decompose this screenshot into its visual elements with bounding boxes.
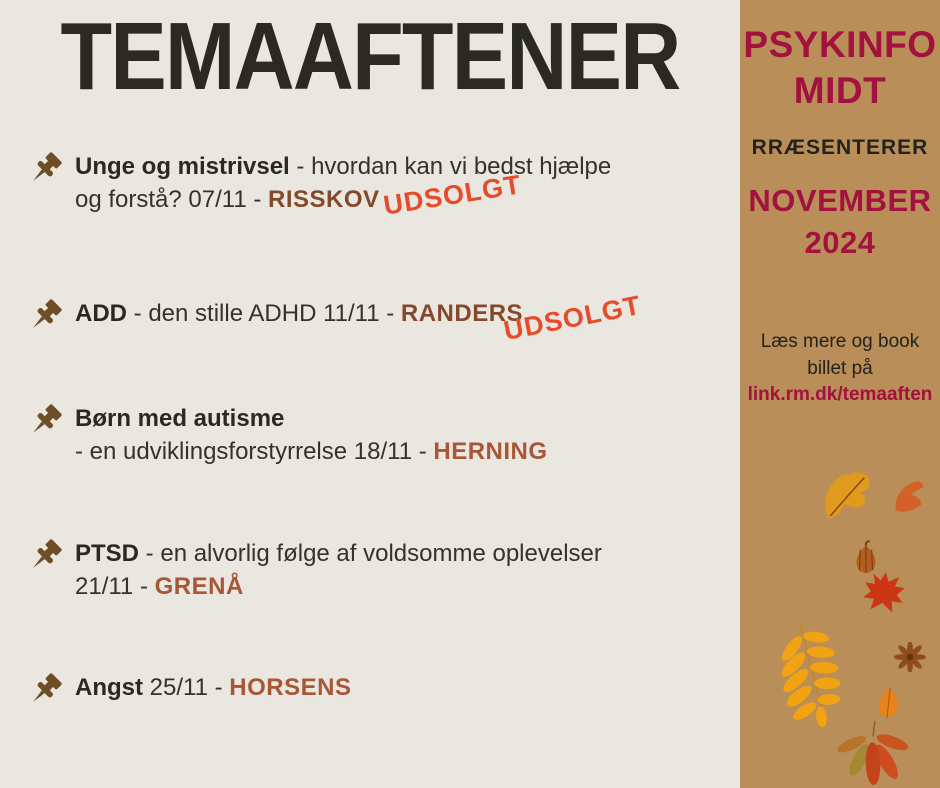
event-date: 21/11 - xyxy=(75,573,155,600)
event-description: - hvordan kan vi bedst hjælpe xyxy=(289,153,612,180)
rowan-leaf-icon xyxy=(770,612,858,730)
brand-title xyxy=(740,22,940,114)
event-line-1 xyxy=(75,671,715,704)
star-anise-icon xyxy=(894,642,926,672)
event-date: 25/11 - xyxy=(143,674,230,701)
event-location: GRENÅ xyxy=(154,573,244,600)
event-date: og forstå? 07/11 - xyxy=(75,186,269,213)
event-line-1 xyxy=(75,150,715,183)
brand-line-2: MIDT xyxy=(793,70,887,111)
maple-leaf-icon xyxy=(857,567,909,617)
month-line-1: NOVEMBER xyxy=(748,183,932,218)
month-title xyxy=(740,180,940,264)
page-title: TEMAAFTENER xyxy=(60,3,680,110)
event-text xyxy=(75,671,715,704)
presents-label: RRÆSENTERER xyxy=(751,136,929,159)
event-title: ADD xyxy=(75,300,127,327)
booking-link: link.rm.dk/temaaften xyxy=(747,384,933,405)
lobed-autumn-leaf-icon xyxy=(813,464,882,528)
event-title: PTSD xyxy=(75,540,140,567)
sold-out-stamp: UDSOLGT xyxy=(501,290,644,346)
sold-out-stamp: UDSOLGT xyxy=(381,169,524,221)
event-line-1 xyxy=(75,537,715,570)
pushpin-icon xyxy=(26,150,64,188)
event-title: Angst xyxy=(75,674,143,701)
event-line-1 xyxy=(75,402,715,435)
pushpin-icon xyxy=(26,297,64,335)
sidebar xyxy=(740,0,940,788)
creeper-leaf-icon xyxy=(836,718,910,788)
event-location: RANDERS xyxy=(400,300,524,327)
pushpin-icon xyxy=(26,402,64,440)
month-line-2: 2024 xyxy=(804,225,876,260)
event-title: Børn med autisme xyxy=(75,405,285,432)
event-description: - en alvorlig følge af voldsomme oplevelser xyxy=(139,540,602,567)
event-location: RISSKOV xyxy=(268,186,380,213)
event-location: HORSENS xyxy=(229,674,352,701)
event-text xyxy=(75,402,715,468)
curled-leaf-icon xyxy=(892,478,926,516)
pushpin-icon xyxy=(26,671,64,709)
pushpin-icon xyxy=(26,537,64,575)
event-location: HERNING xyxy=(433,438,548,465)
brand-line-1: PSYKINFO xyxy=(743,24,937,65)
booking-text: Læs mere og book billet på xyxy=(760,331,920,379)
event-date: - en udviklingsforstyrrelse 18/11 - xyxy=(75,438,434,465)
event-description: - den stille ADHD 11/11 - xyxy=(127,300,401,327)
event-title: Unge og mistrivsel xyxy=(75,153,290,180)
event-line-2 xyxy=(75,435,715,468)
event-text xyxy=(75,537,715,603)
event-line-2 xyxy=(75,570,715,603)
